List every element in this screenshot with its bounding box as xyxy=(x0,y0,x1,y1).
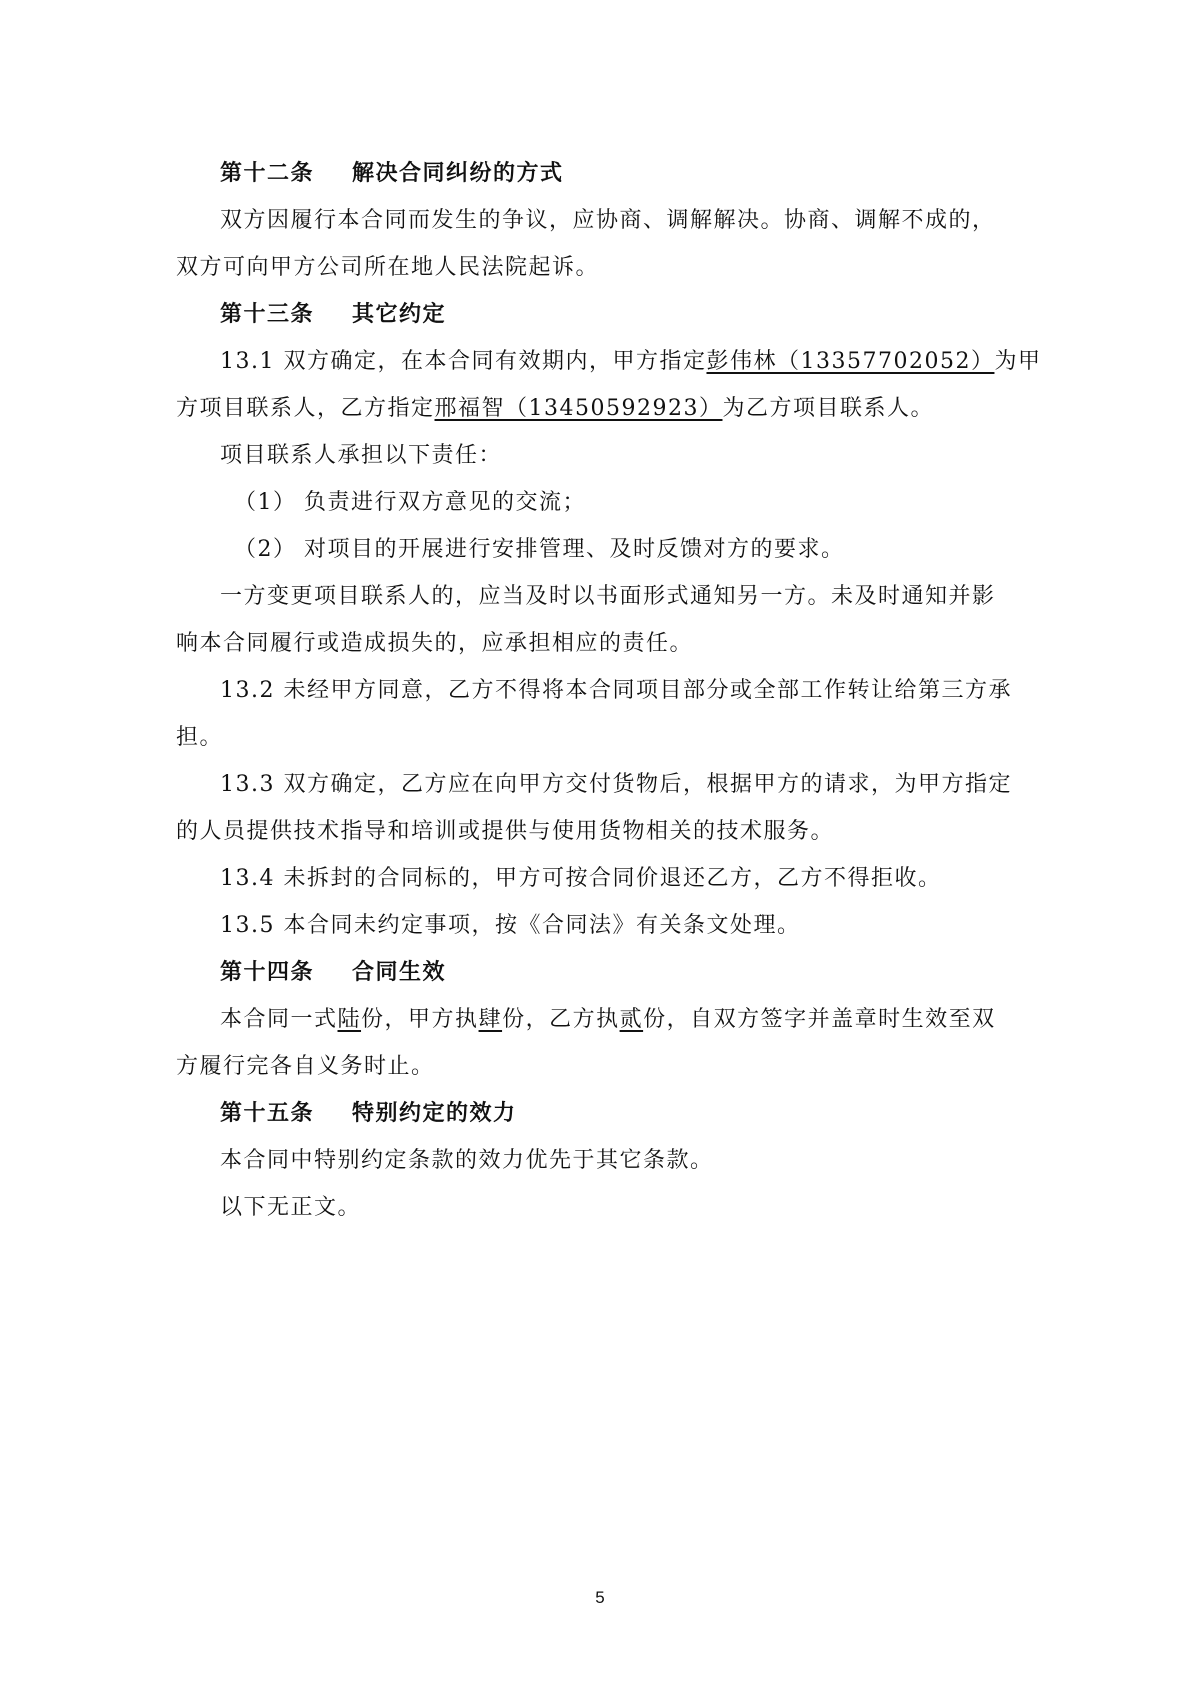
article-14-text-b: 份，甲方执 xyxy=(361,1007,479,1032)
article-12-heading xyxy=(176,150,1026,197)
party-b-contact: 邢福智（13450592923） xyxy=(434,396,723,421)
article-14-text-d: 份，自双方签字并盖章时生效至双 xyxy=(643,1007,996,1032)
clause-13-2-line-1: 13.2 未经甲方同意，乙方不得将本合同项目部分或全部工作转让给第三方承 xyxy=(220,678,1012,703)
article-13-number: 第十三条 xyxy=(220,302,315,327)
article-14-paragraph-line-2: 方履行完各自义务时止。 xyxy=(176,1054,435,1079)
article-12-paragraph-line-1: 双方因履行本合同而发生的争议，应协商、调解解决。协商、调解不成的， xyxy=(220,208,996,233)
duties-intro: 项目联系人承担以下责任： xyxy=(220,443,503,468)
contact-change-line-1: 一方变更项目联系人的，应当及时以书面形式通知另一方。未及时通知并影 xyxy=(220,584,996,609)
article-13-title: 其它约定 xyxy=(352,302,447,327)
page-number: 5 xyxy=(595,1588,605,1607)
clause-13-5: 13.5 本合同未约定事项，按《合同法》有关条文处理。 xyxy=(220,913,801,938)
duty-1-number: （1） xyxy=(234,490,297,515)
article-14-number: 第十四条 xyxy=(220,960,315,985)
clause-13-3-line-2: 的人员提供技术指导和培训或提供与使用货物相关的技术服务。 xyxy=(176,819,835,844)
clause-13-1-line-2 xyxy=(176,385,1026,432)
duty-item-2 xyxy=(176,526,1026,573)
clause-13-4: 13.4 未拆封的合同标的，甲方可按合同价退还乙方，乙方不得拒收。 xyxy=(220,866,942,891)
article-15-number: 第十五条 xyxy=(220,1101,315,1126)
end-of-text-note: 以下无正文。 xyxy=(220,1195,362,1220)
article-15-title: 特别约定的效力 xyxy=(352,1101,517,1126)
copies-party-a: 肆 xyxy=(478,1007,503,1032)
page-content xyxy=(176,150,1042,1231)
party-a-contact: 彭伟林（13357702052） xyxy=(706,349,995,374)
article-14-text-c: 份，乙方执 xyxy=(502,1007,620,1032)
clause-13-1-text-3: 为乙方项目联系人。 xyxy=(722,396,934,421)
clause-13-1-line-1 xyxy=(176,338,1042,385)
clause-13-1-text-tail: 为甲 xyxy=(994,349,1042,374)
clause-13-3-line-1: 13.3 双方确定，乙方应在向甲方交付货物后，根据甲方的请求，为甲方指定 xyxy=(220,772,1012,797)
article-12-paragraph-line-2: 双方可向甲方公司所在地人民法院起诉。 xyxy=(176,255,600,280)
clause-13-2-line-2: 担。 xyxy=(176,725,224,750)
clause-13-1-text-2: 方项目联系人，乙方指定 xyxy=(176,396,435,421)
duty-2-text: 对项目的开展进行安排管理、及时反馈对方的要求。 xyxy=(304,537,845,562)
article-14-title: 合同生效 xyxy=(352,960,447,985)
duty-item-1 xyxy=(176,479,1026,526)
article-14-heading xyxy=(176,949,1026,996)
article-13-heading xyxy=(176,291,1026,338)
clause-13-1-text: 13.1 双方确定，在本合同有效期内，甲方指定 xyxy=(220,349,707,374)
article-15-heading xyxy=(176,1090,1026,1137)
copies-total: 陆 xyxy=(337,1007,362,1032)
article-14-paragraph-line-1 xyxy=(176,996,1026,1043)
contact-change-line-2: 响本合同履行或造成损失的，应承担相应的责任。 xyxy=(176,631,694,656)
article-14-text-a: 本合同一式 xyxy=(220,1007,338,1032)
article-15-paragraph: 本合同中特别约定条款的效力优先于其它条款。 xyxy=(220,1148,714,1173)
copies-party-b: 贰 xyxy=(619,1007,644,1032)
duty-1-text: 负责进行双方意见的交流； xyxy=(304,490,587,515)
article-12-title: 解决合同纠纷的方式 xyxy=(352,161,564,186)
duty-2-number: （2） xyxy=(234,537,297,562)
article-12-number: 第十二条 xyxy=(220,161,315,186)
